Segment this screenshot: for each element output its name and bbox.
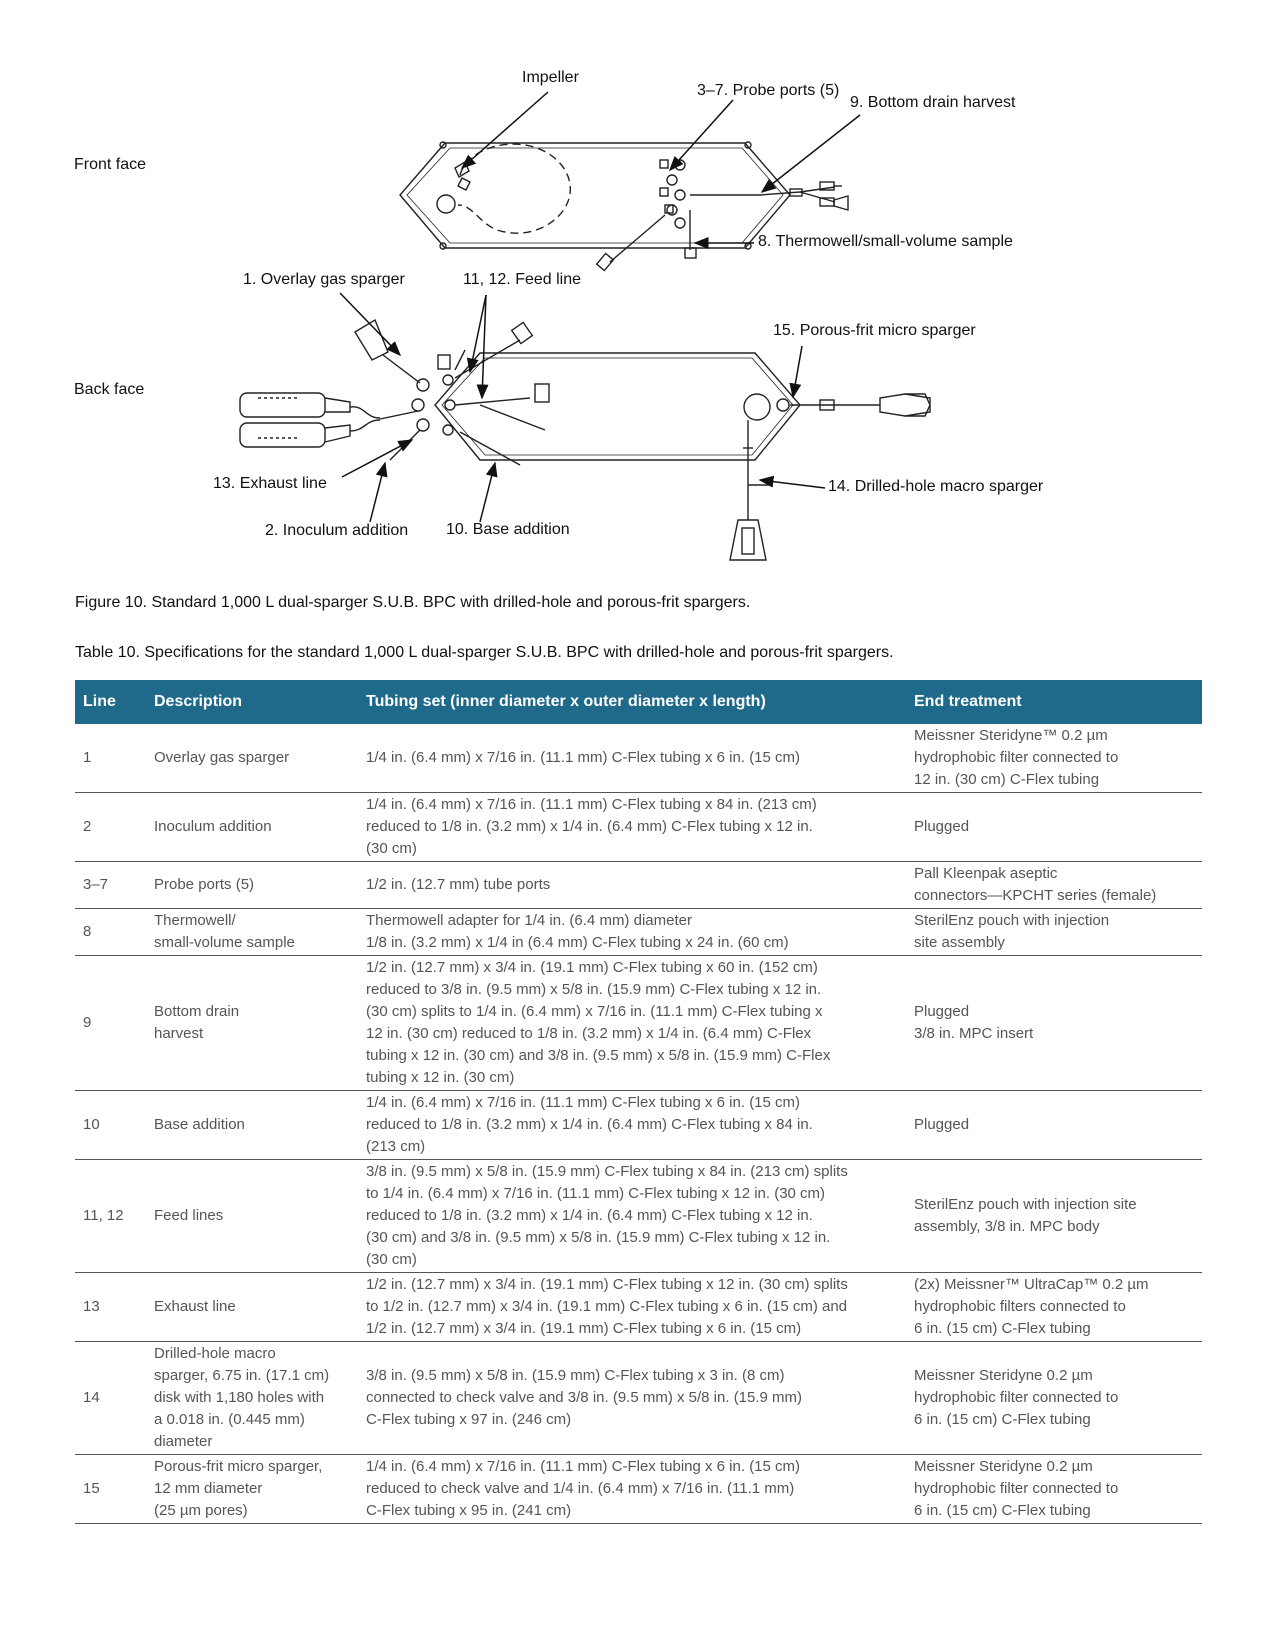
probe-ports-arrow	[670, 100, 733, 170]
cell-description: Base addition	[146, 1091, 358, 1160]
porous-arrow	[793, 346, 802, 397]
cell-line: 3–7	[75, 862, 146, 909]
exhaust-filters	[240, 393, 418, 447]
table-row	[75, 724, 1202, 793]
front-probe-ports	[660, 160, 685, 228]
cell-line: 2	[75, 793, 146, 862]
cell-tubing: 1/2 in. (12.7 mm) tube ports	[358, 862, 906, 909]
drilled-arrow	[760, 480, 825, 488]
label-exhaust: 13. Exhaust line	[213, 475, 327, 492]
back-face-label: Back face	[74, 381, 145, 398]
bottom-drain-arrow	[762, 115, 860, 192]
header-description: Description	[154, 693, 243, 710]
overlay-arrow	[340, 293, 400, 355]
cell-line: 1	[75, 724, 146, 793]
cell-end-treatment: Plugged	[906, 793, 1202, 862]
cell-line: 11, 12	[75, 1160, 146, 1273]
exhaust-arrow	[342, 440, 412, 477]
base-arrow	[480, 463, 495, 522]
label-drilled: 14. Drilled-hole macro sparger	[828, 478, 1044, 495]
cell-line: 9	[75, 956, 146, 1091]
table-row	[75, 793, 1202, 862]
table-row	[75, 1160, 1202, 1273]
cell-end-treatment: Meissner Steridyne 0.2 µm hydrophobic filter connected to 6 in. (15 cm) C-Flex tubing	[906, 1342, 1202, 1455]
label-porous: 15. Porous-frit micro sparger	[773, 322, 976, 339]
table-row	[75, 862, 1202, 909]
label-base: 10. Base addition	[446, 521, 570, 538]
cell-end-treatment: Meissner Steridyne 0.2 µm hydrophobic filter connected to 6 in. (15 cm) C-Flex tubing	[906, 1455, 1202, 1524]
cell-description: Bottom drain harvest	[146, 956, 358, 1091]
label-overlay: 1. Overlay gas sparger	[243, 271, 405, 288]
label-impeller: Impeller	[522, 69, 579, 86]
table-row	[75, 1342, 1202, 1455]
cell-end-treatment: SterilEnz pouch with injection site assembly, 3/8 in. MPC body	[906, 1160, 1202, 1273]
cell-tubing: 1/4 in. (6.4 mm) x 7/16 in. (11.1 mm) C-Flex tubing x 84 in. (213 cm) reduced to 1/8 in. (3.2 mm) x 1/4 in. (6.4 mm) C-Flex tubing x 12 in. (30 cm)	[358, 793, 906, 862]
table-row	[75, 1091, 1202, 1160]
cell-line: 14	[75, 1342, 146, 1455]
cell-tubing: 3/8 in. (9.5 mm) x 5/8 in. (15.9 mm) C-Flex tubing x 84 in. (213 cm) splits to 1/4 in. (6.4 mm) x 7/16 in. (11.1 mm) C-Flex tubing x 12 in. (30 cm) reduced to 1/8 in. (3.2 mm) x 1/4 in. (6.4 mm) C-Flex tubing x 12 in. (30 cm) and 3/8 in. (9.5 mm) x 5/8 in. (15.9 mm) C-Flex tubing x 12 in. (30 cm)	[358, 1160, 906, 1273]
header-end-treatment: End treatment	[914, 693, 1022, 710]
impeller-arrow	[462, 92, 548, 168]
cell-tubing: Thermowell adapter for 1/4 in. (6.4 mm) diameter 1/8 in. (3.2 mm) x 1/4 in (6.4 mm) C-Flex tubing x 24 in. (60 cm)	[358, 909, 906, 956]
label-thermowell: 8. Thermowell/small-volume sample	[758, 233, 1013, 250]
cell-description: Overlay gas sparger	[146, 724, 358, 793]
table-row	[75, 956, 1202, 1091]
table-row	[75, 1273, 1202, 1342]
cell-tubing: 1/4 in. (6.4 mm) x 7/16 in. (11.1 mm) C-Flex tubing x 6 in. (15 cm) reduced to check valve and 1/4 in. (6.4 mm) x 7/16 in. (11.1 mm) C-Flex tubing x 95 in. (241 cm)	[358, 1455, 906, 1524]
table-row	[75, 1455, 1202, 1524]
figure-caption: Figure 10. Standard 1,000 L dual-sparger S.U.B. BPC with drilled-hole and porous-frit spargers.	[75, 594, 751, 611]
cell-description: Porous-frit micro sparger, 12 mm diameter (25 µm pores)	[146, 1455, 358, 1524]
cell-tubing: 1/2 in. (12.7 mm) x 3/4 in. (19.1 mm) C-Flex tubing x 12 in. (30 cm) splits to 1/2 in. (12.7 mm) x 3/4 in. (19.1 mm) C-Flex tubing x 6 in. (15 cm) and 1/2 in. (12.7 mm) x 3/4 in. (19.1 mm) C-Flex tubing x 6 in. (15 cm)	[358, 1273, 906, 1342]
cell-tubing: 1/4 in. (6.4 mm) x 7/16 in. (11.1 mm) C-Flex tubing x 6 in. (15 cm) reduced to 1/8 in. (3.2 mm) x 1/4 in. (6.4 mm) C-Flex tubing x 84 in. (213 cm)	[358, 1091, 906, 1160]
label-inoculum: 2. Inoculum addition	[265, 522, 409, 539]
bpc-diagram	[0, 0, 1275, 600]
cell-description: Thermowell/ small-volume sample	[146, 909, 358, 956]
cell-description: Inoculum addition	[146, 793, 358, 862]
cell-tubing: 3/8 in. (9.5 mm) x 5/8 in. (15.9 mm) C-Flex tubing x 3 in. (8 cm) connected to check valve and 3/8 in. (9.5 mm) x 5/8 in. (15.9 mm) C-Flex tubing x 97 in. (246 cm)	[358, 1342, 906, 1455]
label-probe-ports: 3–7. Probe ports (5)	[697, 82, 840, 99]
cell-description: Exhaust line	[146, 1273, 358, 1342]
cell-description: Feed lines	[146, 1160, 358, 1273]
cell-end-treatment: Meissner Steridyne™ 0.2 µm hydrophobic filter connected to 12 in. (30 cm) C-Flex tubing	[906, 724, 1202, 793]
back-bag-outline	[435, 353, 800, 460]
label-feed: 11, 12. Feed line	[463, 271, 582, 288]
table-header-row	[75, 680, 1202, 724]
cell-line: 8	[75, 909, 146, 956]
cell-description: Probe ports (5)	[146, 862, 358, 909]
cell-description: Drilled-hole macro sparger, 6.75 in. (17.1 cm) disk with 1,180 holes with a 0.018 in. (0.445 mm) diameter	[146, 1342, 358, 1455]
cell-end-treatment: Plugged	[906, 1091, 1202, 1160]
back-left-ports	[412, 375, 455, 435]
header-tubing-set: Tubing set (inner diameter x outer diameter x length)	[366, 693, 766, 710]
table-caption: Table 10. Specifications for the standard 1,000 L dual-sparger S.U.B. BPC with drilled-hole and porous-frit spargers.	[75, 644, 894, 661]
header-line: Line	[83, 693, 116, 710]
spec-table	[75, 680, 1202, 1524]
inoculum-arrow	[370, 463, 385, 522]
label-bottom-drain: 9. Bottom drain harvest	[850, 94, 1016, 111]
cell-line: 13	[75, 1273, 146, 1342]
cell-tubing: 1/4 in. (6.4 mm) x 7/16 in. (11.1 mm) C-Flex tubing x 6 in. (15 cm)	[358, 724, 906, 793]
cell-tubing: 1/2 in. (12.7 mm) x 3/4 in. (19.1 mm) C-Flex tubing x 60 in. (152 cm) reduced to 3/8 in. (9.5 mm) x 5/8 in. (15.9 mm) C-Flex tubing x 12 in. (30 cm) splits to 1/4 in. (6.4 mm) x 7/16 in. (11.1 mm) C-Flex tubing x 12 in. (30 cm) reduced to 1/8 in. (3.2 mm) x 1/4 in. (6.4 mm) C-Flex tubing x 12 in. (30 cm) and 3/8 in. (9.5 mm) x 5/8 in. (15.9 mm) C-Flex tubing x 12 in. (30 cm)	[358, 956, 906, 1091]
cell-line: 10	[75, 1091, 146, 1160]
table-row	[75, 909, 1202, 956]
cell-end-treatment: (2x) Meissner™ UltraCap™ 0.2 µm hydrophobic filters connected to 6 in. (15 cm) C-Flex tubing	[906, 1273, 1202, 1342]
bpc-schematic	[0, 0, 1275, 600]
cell-line: 15	[75, 1455, 146, 1524]
cell-end-treatment: Pall Kleenpak aseptic connectors—KPCHT series (female)	[906, 862, 1202, 909]
front-face-label: Front face	[74, 156, 147, 173]
cell-end-treatment: Plugged 3/8 in. MPC insert	[906, 956, 1202, 1091]
cell-end-treatment: SterilEnz pouch with injection site assembly	[906, 909, 1202, 956]
